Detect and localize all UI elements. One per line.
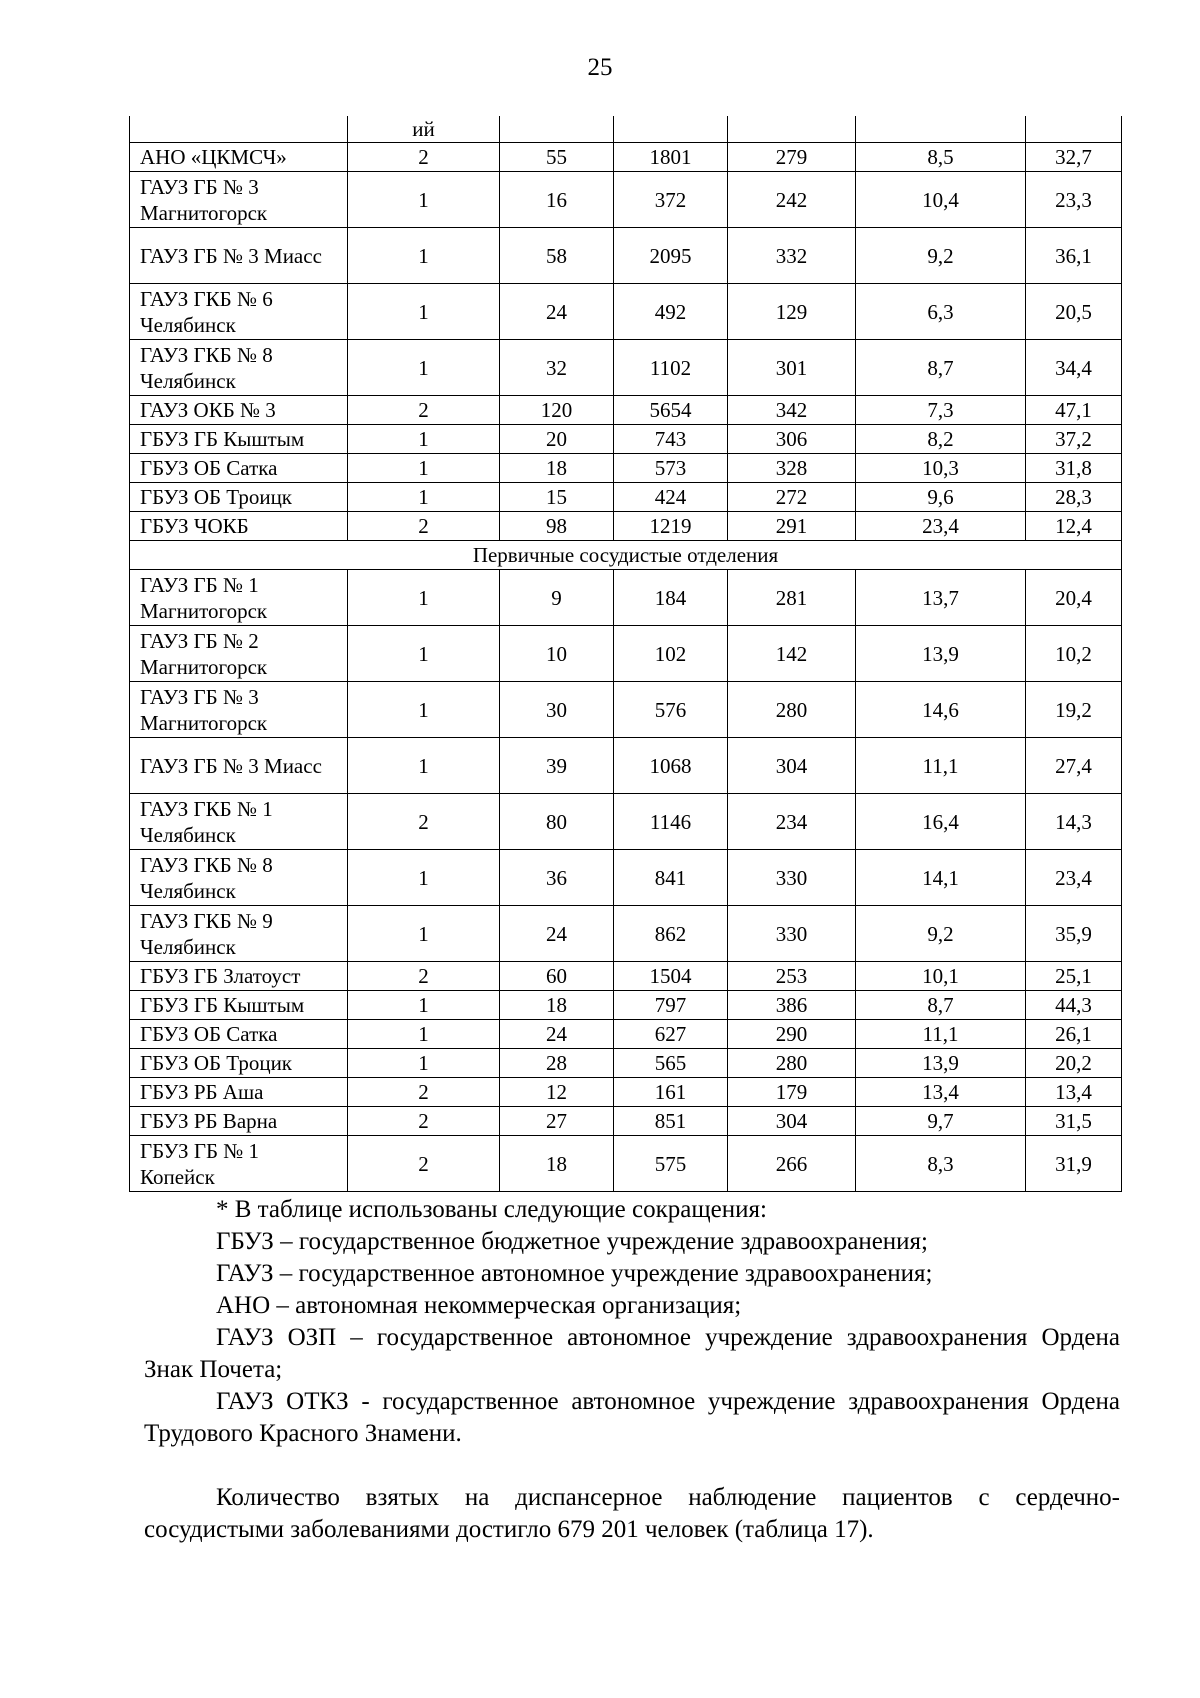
table-cell: 47,1 xyxy=(1026,396,1122,425)
table-cell: 9,2 xyxy=(856,228,1026,284)
institution-name: ГБУЗ РБ Аша xyxy=(130,1078,348,1107)
table-row xyxy=(130,962,1122,991)
table-cell: 28 xyxy=(500,1049,614,1078)
table-cell: ий xyxy=(348,116,500,143)
table-cell: 291 xyxy=(728,512,856,541)
institution-name: ГАУЗ ГКБ № 8 Челябинск xyxy=(130,850,348,906)
table-cell: 272 xyxy=(728,483,856,512)
table-cell xyxy=(728,116,856,143)
table-cell: 8,2 xyxy=(856,425,1026,454)
institution-name: ГБУЗ ОБ Сатка xyxy=(130,1020,348,1049)
table-cell: 301 xyxy=(728,340,856,396)
table-cell: 424 xyxy=(614,483,728,512)
institution-name: ГБУЗ ГБ Кыштым xyxy=(130,991,348,1020)
table-cell: 27,4 xyxy=(1026,738,1122,794)
table-cell: 1504 xyxy=(614,962,728,991)
table-cell: 9,7 xyxy=(856,1107,1026,1136)
table-cell: 13,7 xyxy=(856,570,1026,626)
table-cell: 330 xyxy=(728,850,856,906)
table-row xyxy=(130,340,1122,396)
table-cell: 862 xyxy=(614,906,728,962)
table-row xyxy=(130,1107,1122,1136)
table-cell: 18 xyxy=(500,454,614,483)
table-cell: 13,4 xyxy=(1026,1078,1122,1107)
table-cell: 242 xyxy=(728,172,856,228)
note-paragraph: ГАУЗ – государственное автономное учреждение здравоохранения; xyxy=(216,1260,933,1287)
table-row xyxy=(130,512,1122,541)
table-cell: 280 xyxy=(728,682,856,738)
institution-name: ГАУЗ ГБ № 1 Магнитогорск xyxy=(130,570,348,626)
table-cell: 20,5 xyxy=(1026,284,1122,340)
table-cell: 2 xyxy=(348,962,500,991)
table-cell: 330 xyxy=(728,906,856,962)
institution-name: АНО «ЦКМСЧ» xyxy=(130,143,348,172)
table-cell: 1 xyxy=(348,340,500,396)
table-cell: 5654 xyxy=(614,396,728,425)
table-cell: 28,3 xyxy=(1026,483,1122,512)
table-cell: 492 xyxy=(614,284,728,340)
table-cell: 9 xyxy=(500,570,614,626)
table-row xyxy=(130,738,1122,794)
section-title: Первичные сосудистые отделения xyxy=(130,541,1122,570)
table-cell: 6,3 xyxy=(856,284,1026,340)
institution-name: ГАУЗ ГБ № 2 Магнитогорск xyxy=(130,626,348,682)
institution-name: ГАУЗ ГБ № 3 Миасс xyxy=(130,738,348,794)
table-cell: 10 xyxy=(500,626,614,682)
table-cell: 1 xyxy=(348,682,500,738)
table-cell: 80 xyxy=(500,794,614,850)
table-cell: 372 xyxy=(614,172,728,228)
table-cell: 1 xyxy=(348,1020,500,1049)
table-cell: 20 xyxy=(500,425,614,454)
table-cell: 25,1 xyxy=(1026,962,1122,991)
institution-name: ГБУЗ ЧОКБ xyxy=(130,512,348,541)
table-cell: 14,3 xyxy=(1026,794,1122,850)
table-cell: 1 xyxy=(348,570,500,626)
table-cell: 55 xyxy=(500,143,614,172)
table-cell: 1 xyxy=(348,228,500,284)
table-cell: 1068 xyxy=(614,738,728,794)
table-cell: 102 xyxy=(614,626,728,682)
table-cell: 7,3 xyxy=(856,396,1026,425)
institution-name: ГАУЗ ОКБ № 3 xyxy=(130,396,348,425)
table-cell: 32,7 xyxy=(1026,143,1122,172)
hospital-stats-table xyxy=(129,116,1122,1192)
table-cell: 1 xyxy=(348,850,500,906)
table-cell: 179 xyxy=(728,1078,856,1107)
table-cell: 1146 xyxy=(614,794,728,850)
table-cell: 10,3 xyxy=(856,454,1026,483)
table-cell: 266 xyxy=(728,1136,856,1192)
table-cell: 627 xyxy=(614,1020,728,1049)
table-cell: 20,4 xyxy=(1026,570,1122,626)
table-cell xyxy=(614,116,728,143)
paragraph-spacer xyxy=(144,1450,1120,1482)
table-cell: 23,3 xyxy=(1026,172,1122,228)
table-cell: 386 xyxy=(728,991,856,1020)
table-cell: 253 xyxy=(728,962,856,991)
table-cell: 281 xyxy=(728,570,856,626)
table-row xyxy=(130,396,1122,425)
table-cell: 27 xyxy=(500,1107,614,1136)
table-cell: 2 xyxy=(348,1078,500,1107)
table-cell: 36 xyxy=(500,850,614,906)
notes-heading: * В таблице использованы следующие сокращения: xyxy=(216,1196,767,1223)
table-cell: 16,4 xyxy=(856,794,1026,850)
table-cell: 18 xyxy=(500,991,614,1020)
institution-name: ГБУЗ ГБ Кыштым xyxy=(130,425,348,454)
institution-name: ГАУЗ ГКБ № 1 Челябинск xyxy=(130,794,348,850)
table-row xyxy=(130,425,1122,454)
table-cell: 11,1 xyxy=(856,1020,1026,1049)
page-number: 25 xyxy=(587,54,613,81)
institution-name: ГАУЗ ГБ № 3 Миасс xyxy=(130,228,348,284)
table-cell: 1 xyxy=(348,454,500,483)
table-cell: 14,6 xyxy=(856,682,1026,738)
table-cell: 1 xyxy=(348,172,500,228)
table-cell: 13,9 xyxy=(856,1049,1026,1078)
table-cell: 797 xyxy=(614,991,728,1020)
table-row xyxy=(130,626,1122,682)
table-cell xyxy=(130,116,348,143)
table-cell: 304 xyxy=(728,738,856,794)
table-cell: 342 xyxy=(728,396,856,425)
table-cell xyxy=(856,116,1026,143)
table-cell: 841 xyxy=(614,850,728,906)
table-cell: 8,3 xyxy=(856,1136,1026,1192)
table-continuation-row xyxy=(130,116,1122,143)
table-cell: 851 xyxy=(614,1107,728,1136)
table-cell: 1102 xyxy=(614,340,728,396)
table-cell: 24 xyxy=(500,1020,614,1049)
table-cell: 1219 xyxy=(614,512,728,541)
note-paragraph: Количество взятых на диспансерное наблюдение пациентов с сердечно-сосудистыми заболеваниями достигло 679 201 человек (таблица 17). xyxy=(144,1484,1120,1543)
table-cell: 2 xyxy=(348,794,500,850)
table-row xyxy=(130,1078,1122,1107)
institution-name: ГБУЗ ГБ № 1 Копейск xyxy=(130,1136,348,1192)
table-cell: 26,1 xyxy=(1026,1020,1122,1049)
table-cell: 30 xyxy=(500,682,614,738)
table-cell: 1 xyxy=(348,906,500,962)
table-row xyxy=(130,143,1122,172)
table-cell: 19,2 xyxy=(1026,682,1122,738)
table-row xyxy=(130,1049,1122,1078)
table-row xyxy=(130,1136,1122,1192)
table-cell: 9,6 xyxy=(856,483,1026,512)
table-cell: 11,1 xyxy=(856,738,1026,794)
institution-name: ГБУЗ РБ Варна xyxy=(130,1107,348,1136)
table-cell: 290 xyxy=(728,1020,856,1049)
table-cell: 743 xyxy=(614,425,728,454)
table-cell: 20,2 xyxy=(1026,1049,1122,1078)
institution-name: ГБУЗ ОБ Троицк xyxy=(130,483,348,512)
table-cell: 34,4 xyxy=(1026,340,1122,396)
table-cell: 31,5 xyxy=(1026,1107,1122,1136)
table-cell: 10,4 xyxy=(856,172,1026,228)
table-cell: 1 xyxy=(348,483,500,512)
table-row xyxy=(130,570,1122,626)
table-cell: 15 xyxy=(500,483,614,512)
table-cell: 8,7 xyxy=(856,340,1026,396)
table-cell: 2 xyxy=(348,143,500,172)
table-cell: 1 xyxy=(348,738,500,794)
table-cell: 2 xyxy=(348,1136,500,1192)
table-row xyxy=(130,906,1122,962)
table-cell: 13,4 xyxy=(856,1078,1026,1107)
institution-name: ГАУЗ ГКБ № 8 Челябинск xyxy=(130,340,348,396)
table-cell: 13,9 xyxy=(856,626,1026,682)
table-cell: 8,5 xyxy=(856,143,1026,172)
table-row xyxy=(130,850,1122,906)
note-paragraph: ГАУЗ ОТКЗ - государственное автономное учреждение здравоохранения Ордена Трудового Красного Знамени. xyxy=(144,1388,1120,1447)
table-cell: 306 xyxy=(728,425,856,454)
table-cell: 9,2 xyxy=(856,906,1026,962)
table-cell: 44,3 xyxy=(1026,991,1122,1020)
table-cell: 1 xyxy=(348,626,500,682)
table-cell: 12,4 xyxy=(1026,512,1122,541)
institution-name: ГАУЗ ГБ № 3 Магнитогорск xyxy=(130,682,348,738)
table-cell: 1801 xyxy=(614,143,728,172)
table-cell: 36,1 xyxy=(1026,228,1122,284)
table-cell: 14,1 xyxy=(856,850,1026,906)
table-cell: 8,7 xyxy=(856,991,1026,1020)
table-cell: 23,4 xyxy=(856,512,1026,541)
table-cell: 31,8 xyxy=(1026,454,1122,483)
table-cell: 24 xyxy=(500,284,614,340)
table-cell: 1 xyxy=(348,991,500,1020)
table-row xyxy=(130,991,1122,1020)
table-cell: 37,2 xyxy=(1026,425,1122,454)
table-cell: 234 xyxy=(728,794,856,850)
table-cell: 12 xyxy=(500,1078,614,1107)
note-paragraph: ГАУЗ ОЗП – государственное автономное учреждение здравоохранения Ордена Знак Почета; xyxy=(144,1324,1120,1383)
note-paragraph: АНО – автономная некоммерческая организация; xyxy=(216,1292,742,1319)
notes-section xyxy=(144,1194,1120,1546)
table-cell: 332 xyxy=(728,228,856,284)
table-cell: 142 xyxy=(728,626,856,682)
note-paragraph: ГБУЗ – государственное бюджетное учреждение здравоохранения; xyxy=(216,1228,928,1255)
table-cell: 575 xyxy=(614,1136,728,1192)
table-cell: 304 xyxy=(728,1107,856,1136)
table-cell: 35,9 xyxy=(1026,906,1122,962)
table-cell: 58 xyxy=(500,228,614,284)
table-cell: 129 xyxy=(728,284,856,340)
table-cell: 31,9 xyxy=(1026,1136,1122,1192)
institution-name: ГАУЗ ГКБ № 6 Челябинск xyxy=(130,284,348,340)
table-cell: 565 xyxy=(614,1049,728,1078)
table-cell: 60 xyxy=(500,962,614,991)
table-cell: 10,1 xyxy=(856,962,1026,991)
table-row xyxy=(130,172,1122,228)
table-cell: 328 xyxy=(728,454,856,483)
table-cell: 161 xyxy=(614,1078,728,1107)
table-cell: 2095 xyxy=(614,228,728,284)
table-body xyxy=(130,116,1122,1192)
table-cell: 18 xyxy=(500,1136,614,1192)
table-row xyxy=(130,228,1122,284)
table-cell: 279 xyxy=(728,143,856,172)
institution-name: ГБУЗ ГБ Златоуст xyxy=(130,962,348,991)
table-cell xyxy=(500,116,614,143)
table-cell: 280 xyxy=(728,1049,856,1078)
table-row xyxy=(130,483,1122,512)
institution-name: ГБУЗ ОБ Сатка xyxy=(130,454,348,483)
table-cell: 1 xyxy=(348,425,500,454)
table-cell: 1 xyxy=(348,284,500,340)
table-cell: 24 xyxy=(500,906,614,962)
table-cell: 1 xyxy=(348,1049,500,1078)
table-cell: 184 xyxy=(614,570,728,626)
table-cell: 2 xyxy=(348,396,500,425)
table-section-row xyxy=(130,541,1122,570)
table-row xyxy=(130,454,1122,483)
institution-name: ГБУЗ ОБ Троцик xyxy=(130,1049,348,1078)
table-cell: 2 xyxy=(348,512,500,541)
table-row xyxy=(130,682,1122,738)
institution-name: ГАУЗ ГКБ № 9 Челябинск xyxy=(130,906,348,962)
table-row xyxy=(130,284,1122,340)
table-cell: 39 xyxy=(500,738,614,794)
table-cell: 573 xyxy=(614,454,728,483)
table-cell: 32 xyxy=(500,340,614,396)
institution-name: ГАУЗ ГБ № 3 Магнитогорск xyxy=(130,172,348,228)
table-cell: 23,4 xyxy=(1026,850,1122,906)
table-cell: 16 xyxy=(500,172,614,228)
table-cell: 2 xyxy=(348,1107,500,1136)
table-row xyxy=(130,794,1122,850)
table-cell: 98 xyxy=(500,512,614,541)
table-cell: 120 xyxy=(500,396,614,425)
table-row xyxy=(130,1020,1122,1049)
table-cell: 10,2 xyxy=(1026,626,1122,682)
table-cell: 576 xyxy=(614,682,728,738)
table-cell xyxy=(1026,116,1122,143)
